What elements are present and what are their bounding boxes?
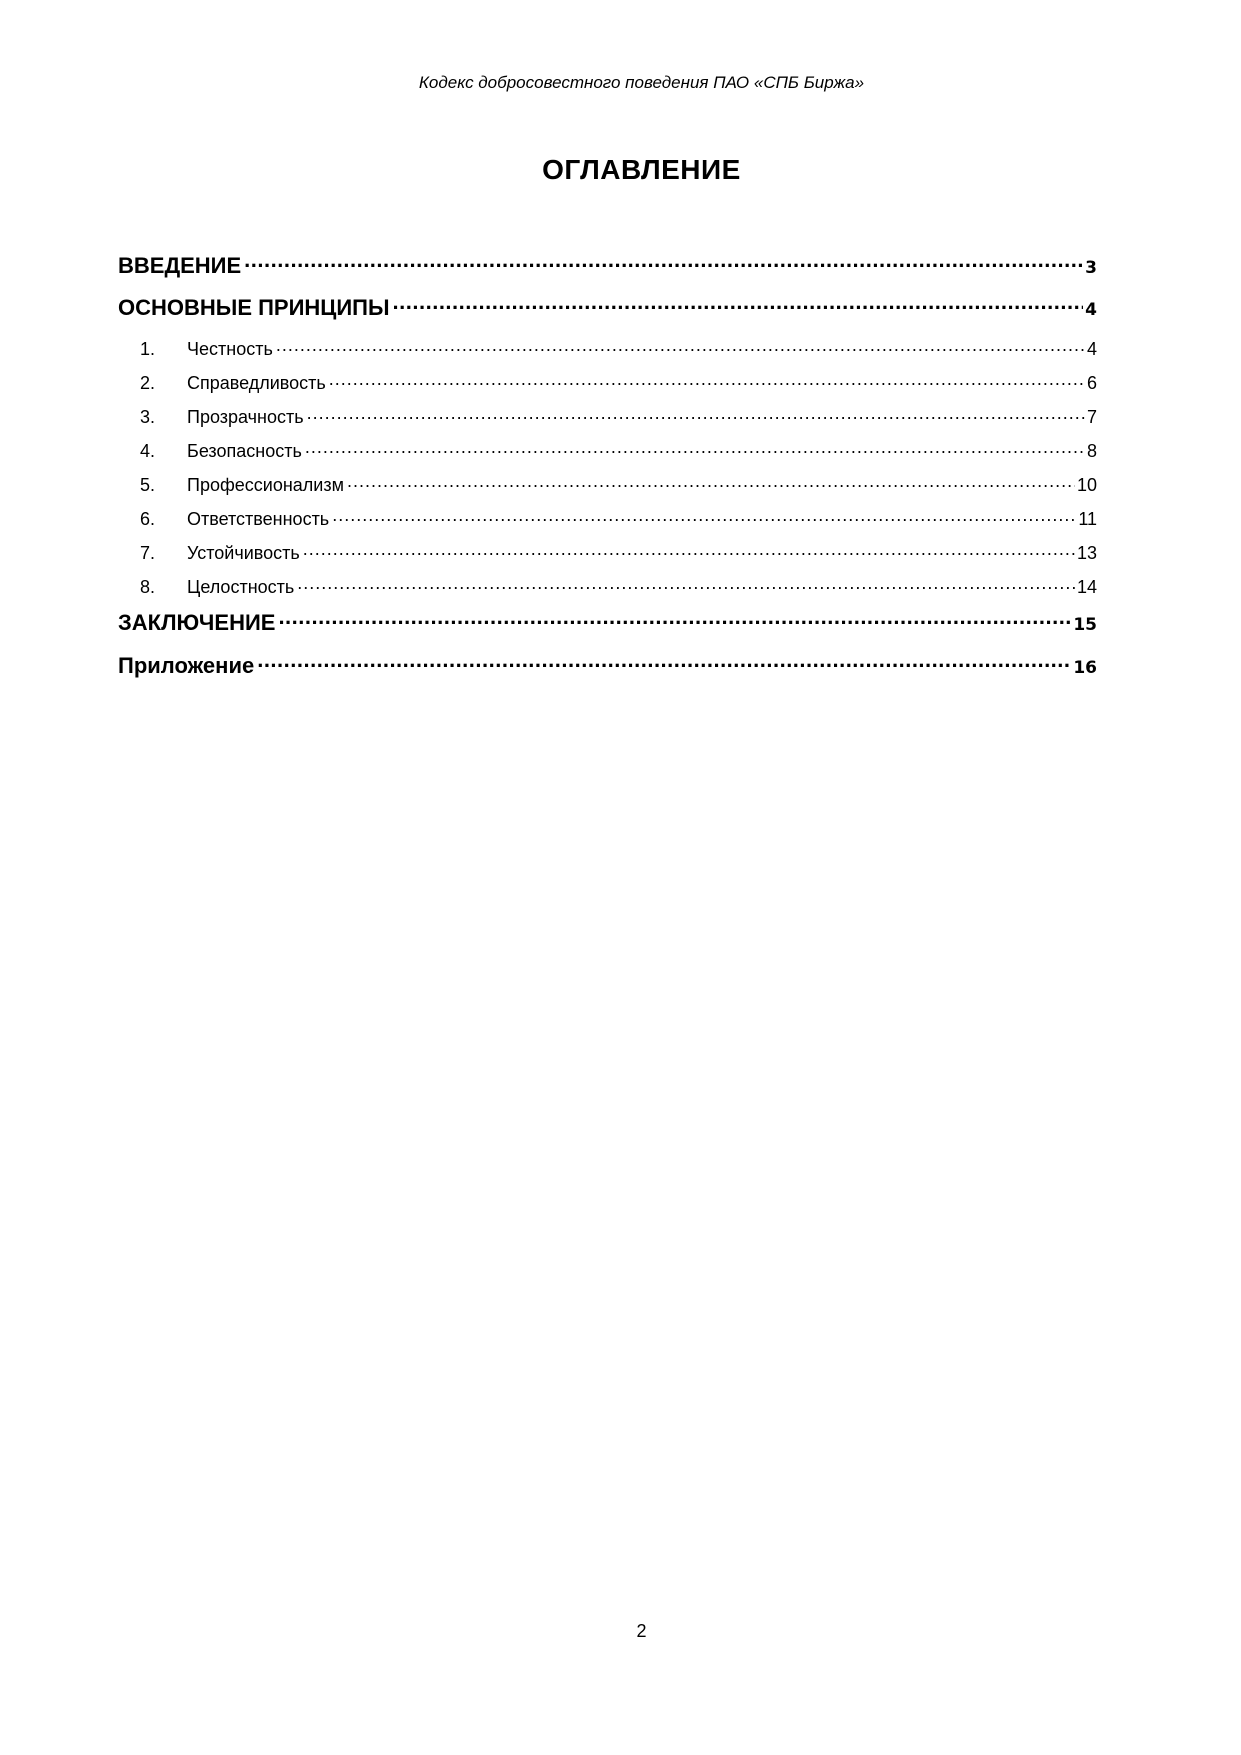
dot-leader xyxy=(303,541,1075,559)
page-number: 2 xyxy=(636,1621,647,1641)
toc-entry-label: Устойчивость xyxy=(187,543,300,563)
toc-item-number: 6. xyxy=(140,509,156,529)
toc-entry-label: Целостность xyxy=(187,577,295,597)
dot-leader xyxy=(347,473,1075,491)
toc-page-number: 15 xyxy=(1073,615,1097,635)
dot-leader xyxy=(276,337,1085,355)
dot-leader xyxy=(297,575,1075,593)
toc-entry-conclusion[interactable] xyxy=(118,608,1097,640)
toc-item-number: 8. xyxy=(140,577,156,597)
toc-item-number: 5. xyxy=(140,475,156,495)
toc-page-number: 6 xyxy=(1086,373,1097,393)
dot-leader xyxy=(278,608,1071,630)
toc-entry-intro[interactable] xyxy=(118,251,1097,283)
toc-item-number: 3. xyxy=(140,407,156,427)
toc-page-number: 3 xyxy=(1085,258,1097,278)
toc-page-number: 16 xyxy=(1073,658,1097,678)
toc-entry-label: Безопасность xyxy=(187,441,302,461)
toc-entry-principles[interactable] xyxy=(118,293,1097,325)
toc-item-number: 1. xyxy=(140,339,156,359)
toc-item-number: 2. xyxy=(140,373,156,393)
dot-leader xyxy=(244,251,1083,273)
page-title: ОГЛАВЛЕНИЕ xyxy=(542,154,741,185)
toc-page-number: 13 xyxy=(1076,543,1097,563)
toc-page-number: 4 xyxy=(1086,339,1097,359)
dot-leader xyxy=(305,439,1085,457)
dot-leader xyxy=(393,293,1084,315)
toc-entry-label: Прозрачность xyxy=(187,407,304,427)
toc-entry-label: Честность xyxy=(187,339,273,359)
toc-entry-label: Приложение xyxy=(118,653,255,678)
toc-entry-integrity[interactable] xyxy=(118,575,1097,599)
toc-page-number: 4 xyxy=(1085,300,1097,320)
toc-entry-honesty[interactable] xyxy=(118,337,1097,361)
toc-page-number: 10 xyxy=(1076,475,1097,495)
running-header: Кодекс добросовестного поведения ПАО «СПБ Биржа» xyxy=(418,73,865,92)
toc-page-number: 11 xyxy=(1078,509,1097,529)
toc-entry-security[interactable] xyxy=(118,439,1097,463)
toc-page-number: 7 xyxy=(1086,407,1097,427)
toc-entry-fairness[interactable] xyxy=(118,371,1097,395)
toc-entry-label: ОСНОВНЫЕ ПРИНЦИПЫ xyxy=(118,295,390,320)
toc-item-number: 7. xyxy=(140,543,156,563)
toc-page-number: 8 xyxy=(1086,441,1097,461)
toc-entry-sustainability[interactable] xyxy=(118,541,1097,565)
toc-entry-transparency[interactable] xyxy=(118,405,1097,429)
toc-item-number: 4. xyxy=(140,441,156,461)
toc-entry-label: ВВЕДЕНИЕ xyxy=(118,253,242,278)
toc-entry-professionalism[interactable] xyxy=(118,473,1097,497)
toc-entry-responsibility[interactable] xyxy=(118,507,1097,531)
dot-leader xyxy=(257,651,1071,673)
dot-leader xyxy=(332,507,1076,525)
toc-entry-label: ЗАКЛЮЧЕНИЕ xyxy=(118,610,276,635)
dot-leader xyxy=(329,371,1085,389)
toc-entry-label: Справедливость xyxy=(187,373,326,393)
toc-entry-appendix[interactable] xyxy=(118,651,1097,683)
toc-entry-label: Профессионализм xyxy=(187,475,344,495)
toc-entry-label: Ответственность xyxy=(187,509,330,529)
toc-page-number: 14 xyxy=(1076,577,1097,597)
dot-leader xyxy=(307,405,1085,423)
